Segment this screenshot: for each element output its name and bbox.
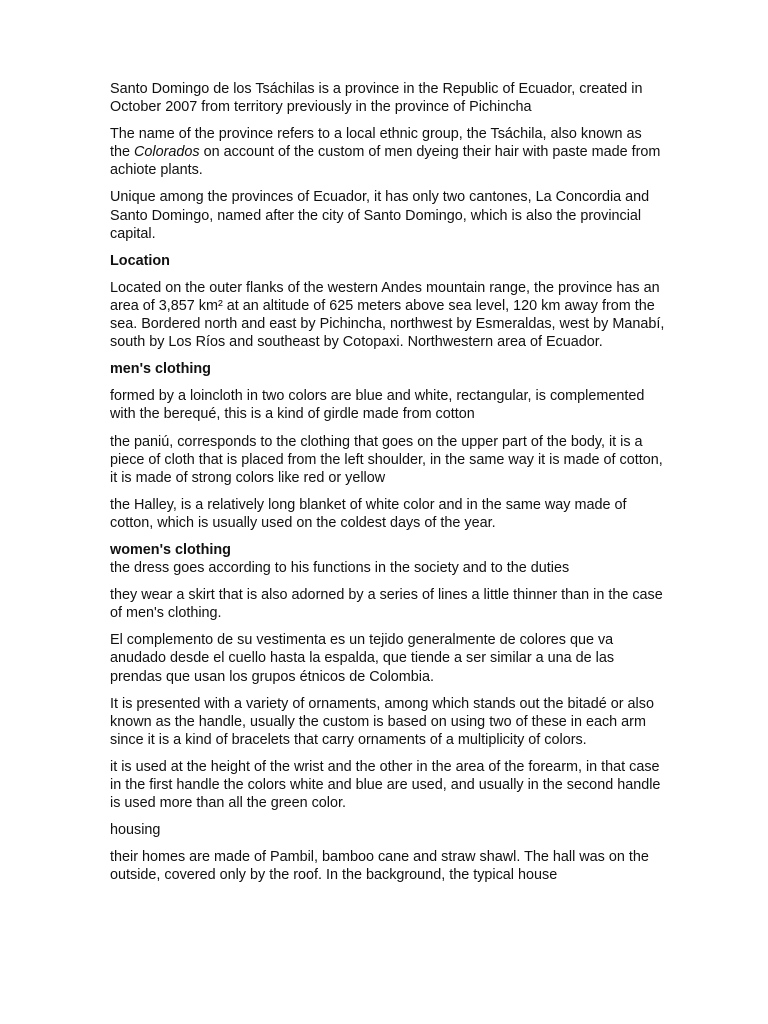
womens-paragraph-2: they wear a skirt that is also adorned by a series of lines a little thinner than in the case of men's clothing. xyxy=(110,587,663,622)
cantones-paragraph: Unique among the provinces of Ecuador, it has only two cantones, La Concordia and Santo Domingo, named after the city of Santo Domingo, which is also the provincial capital. xyxy=(110,189,650,242)
housing-heading: housing xyxy=(110,822,161,839)
colorados-italic: Colorados xyxy=(134,144,200,161)
womens-paragraph-1: the dress goes according to his functions in the society and to the duties xyxy=(110,560,570,577)
womens-paragraph-4: It is presented with a variety of ornaments, among which stands out the bitadé or also known as the handle, usually the custom is based on using two of these in each arm since it is a kind of bracelets that carry ornaments of a multiplicity of colors. xyxy=(110,695,654,748)
location-heading: Location xyxy=(110,252,170,269)
name-paragraph-end: on account of the custom of men dyeing their hair with paste made from achiote plants. xyxy=(110,144,661,179)
location-paragraph: Located on the outer flanks of the western Andes mountain range, the province has an area of 3,857 km² at an altitude of 625 meters above sea level, 120 km away from the sea. Bordered north and east by Pichincha, northwest by Esmeraldas, west by Manabí, south by Los Ríos and southeast by Cotopaxi. Northwestern area of Ecuador. xyxy=(110,279,665,351)
womens-paragraph-3: El complemento de su vestimenta es un tejido generalmente de colores que va anudado desde el cuello hasta la espalda, que tiende a ser similar a una de las prendas que usan los grupos étnicos de Colombia. xyxy=(110,632,615,685)
mens-paragraph-1: formed by a loincloth in two colors are blue and white, rectangular, is complemented with the berequé, this is a kind of girdle made from cotton xyxy=(110,388,645,423)
mens-paragraph-3: the Halley, is a relatively long blanket of white color and in the same way made of cotton, which is usually used on the coldest days of the year. xyxy=(110,496,627,531)
document-body xyxy=(110,80,665,893)
mens-paragraph-2: the paniú, corresponds to the clothing that goes on the upper part of the body, it is a piece of cloth that is placed from the left shoulder, in the same way it is made of cotton, it is made of strong colors like red or yellow xyxy=(110,433,663,486)
intro-paragraph: Santo Domingo de los Tsáchilas is a province in the Republic of Ecuador, created in October 2007 from territory previously in the province of Pichincha xyxy=(110,81,643,116)
name-paragraph xyxy=(110,125,665,179)
womens-paragraph-5: it is used at the height of the wrist and the other in the area of the forearm, in that case in the first handle the colors white and blue are used, and usually in the second handle is used more than all the green color. xyxy=(110,758,661,812)
mens-clothing-heading: men's clothing xyxy=(110,361,211,378)
womens-clothing-heading: women's clothing xyxy=(110,541,231,558)
name-paragraph-start: The name of the province refers to a local ethnic group, the Tsáchila, also known as the xyxy=(110,126,642,161)
housing-paragraph: their homes are made of Pambil, bamboo cane and straw shawl. The hall was on the outside, covered only by the roof. In the background, the typical house xyxy=(110,849,649,884)
